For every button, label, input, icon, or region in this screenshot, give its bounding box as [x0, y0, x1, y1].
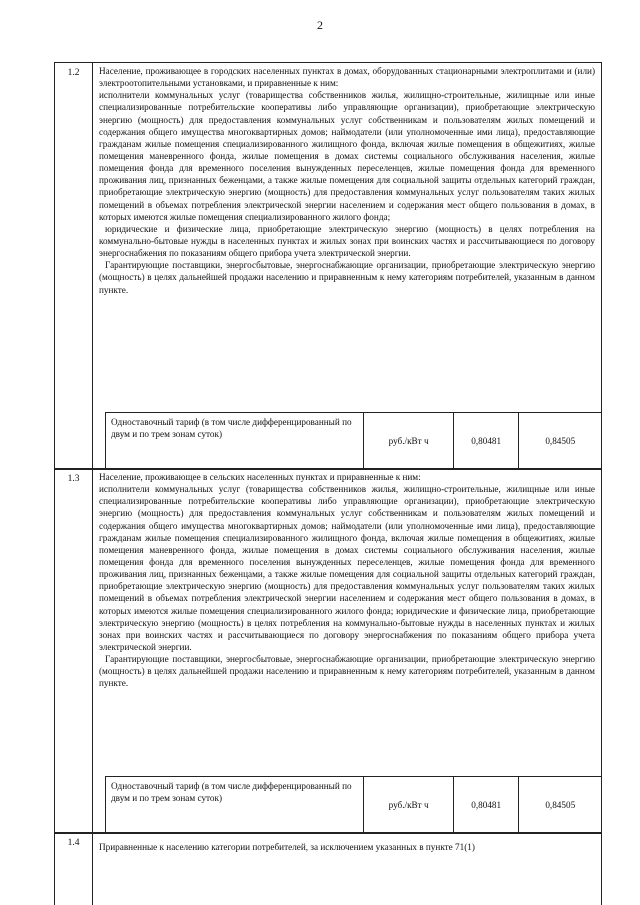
paragraph: юридические и физические лица, приобретающие электрическую энергию (мощность) в целях потребления на коммунально-бытовые нужды в населенных пунктах и жилых зонах при воинских частях и рассчитывающиеся по договору энергоснабжения по показаниям общего прибора учета электрической энергии.	[99, 223, 595, 259]
section-text	[93, 833, 601, 855]
section-1-3	[54, 468, 602, 834]
paragraph: Население, проживающее в сельских населенных пунктах и приравненные к ним:	[99, 472, 421, 482]
tariff-value-1: 0,80481	[454, 777, 520, 833]
section-number: 1.3	[55, 469, 93, 833]
section-1-4	[54, 832, 602, 905]
tariff-name: Одноставочный тариф (в том числе дифференцированный по двум и по трем зонам суток)	[106, 413, 364, 469]
section-number: 1.2	[55, 63, 93, 469]
section-number: 1.4	[55, 833, 93, 905]
paragraph: исполнители коммунальных услуг (товарищества собственников жилья, жилищно-строительные, жилищные или иные специализированные потребительские кооперативы либо управляющие организации), приобретающие электрическую энергию (мощность) для предоставления коммунальных услуг собственникам и пользователям жилых помещений и содержания общего имущества многоквартирных домов; наймодатели (или уполномоченные ими лица), предоставляющие гражданам жилые помещения специализированного жилищного фонда, включая жилые помещения в общежитиях, жилые помещения маневренного фонда, жилые помещения в домах системы социального обслуживания населения, жилые помещения фонда для временного поселения вынужденных переселенцев, жилые помещения фонда для временного проживания лиц, признанных беженцами, а также жилые помещения для социальной защиты отдельных категорий граждан, приобретающие электрическую энергию (мощность) для предоставления коммунальных услуг пользователям таких жилых помещений в объемах потребления электрической энергии населением и содержания мест общего пользования в домах, в которых имеются жилые помещения специализированного жилого фонда; юридические и физические лица, приобретающие электрическую энергию (мощность) в целях потребления на коммунально-бытовые нужды в населенных пунктах и жилых зонах при воинских частях и рассчитывающиеся по договору энергоснабжения по показаниям общего прибора учета электрической энергии.	[99, 484, 595, 652]
paragraph: Приравненные к населению категории потребителей, за исключением указанных в пункте 71(1)	[99, 842, 475, 852]
section-1-2	[54, 62, 602, 470]
tariff-value-2: 0,84505	[545, 435, 576, 446]
tariff-row	[105, 412, 601, 469]
tariff-row	[105, 776, 601, 833]
tariff-name: Одноставочный тариф (в том числе дифференцированный по двум и по трем зонам суток)	[106, 777, 364, 833]
tariff-value-1: 0,80481	[454, 413, 520, 469]
tariff-value-2: 0,84505	[545, 799, 576, 810]
paragraph: исполнители коммунальных услуг (товарищества собственников жилья, жилищно-строительные, жилищные или иные специализированные потребительские кооперативы либо управляющие организации), приобретающие электрическую энергию (мощность) для предоставления коммунальных услуг собственникам и пользователям жилых помещений и содержания общего имущества многоквартирных домов; наймодатели (или уполномоченные ими лица), предоставляющие гражданам жилые помещения специализированного жилищного фонда, включая жилые помещения в общежитиях, жилые помещения маневренного фонда, жилые помещения в домах системы социального обслуживания населения, жилые помещения фонда для временного поселения вынужденных переселенцев, жилые помещения фонда для временного проживания лиц, признанных беженцами, а также жилые помещения для социальной защиты отдельных категорий граждан, приобретающие электрическую энергию (мощность) для предоставления коммунальных услуг пользователям таких жилых помещений в объемах потребления электрической энергии населением и содержания мест общего пользования в домах, в которых имеются жилые помещения специализированного жилого фонда;	[99, 90, 595, 222]
section-text	[93, 63, 601, 298]
tariff-unit: руб./кВт ч	[364, 413, 453, 469]
section-text	[93, 469, 601, 692]
tariff-unit: руб./кВт ч	[364, 777, 453, 833]
paragraph: Население, проживающее в городских населенных пунктах в домах, оборудованных стационарными электроплитами и (или) электроотопительными установками, и приравненные к ним:	[99, 66, 595, 89]
page-number: 2	[317, 18, 323, 32]
paragraph: Гарантирующие поставщики, энергосбытовые, энергоснабжающие организации, приобретающие электрическую энергию (мощность) в целях дальнейшей продажи населению и приравненным к нему категориям потребителей, указанным в данном пункте.	[99, 654, 595, 689]
paragraph: Гарантирующие поставщики, энергосбытовые, энергоснабжающие организации, приобретающие электрическую энергию (мощность) в целях дальнейшей продажи населению и приравненным к нему категориям потребителей, указанным в данном пункте.	[99, 260, 595, 295]
